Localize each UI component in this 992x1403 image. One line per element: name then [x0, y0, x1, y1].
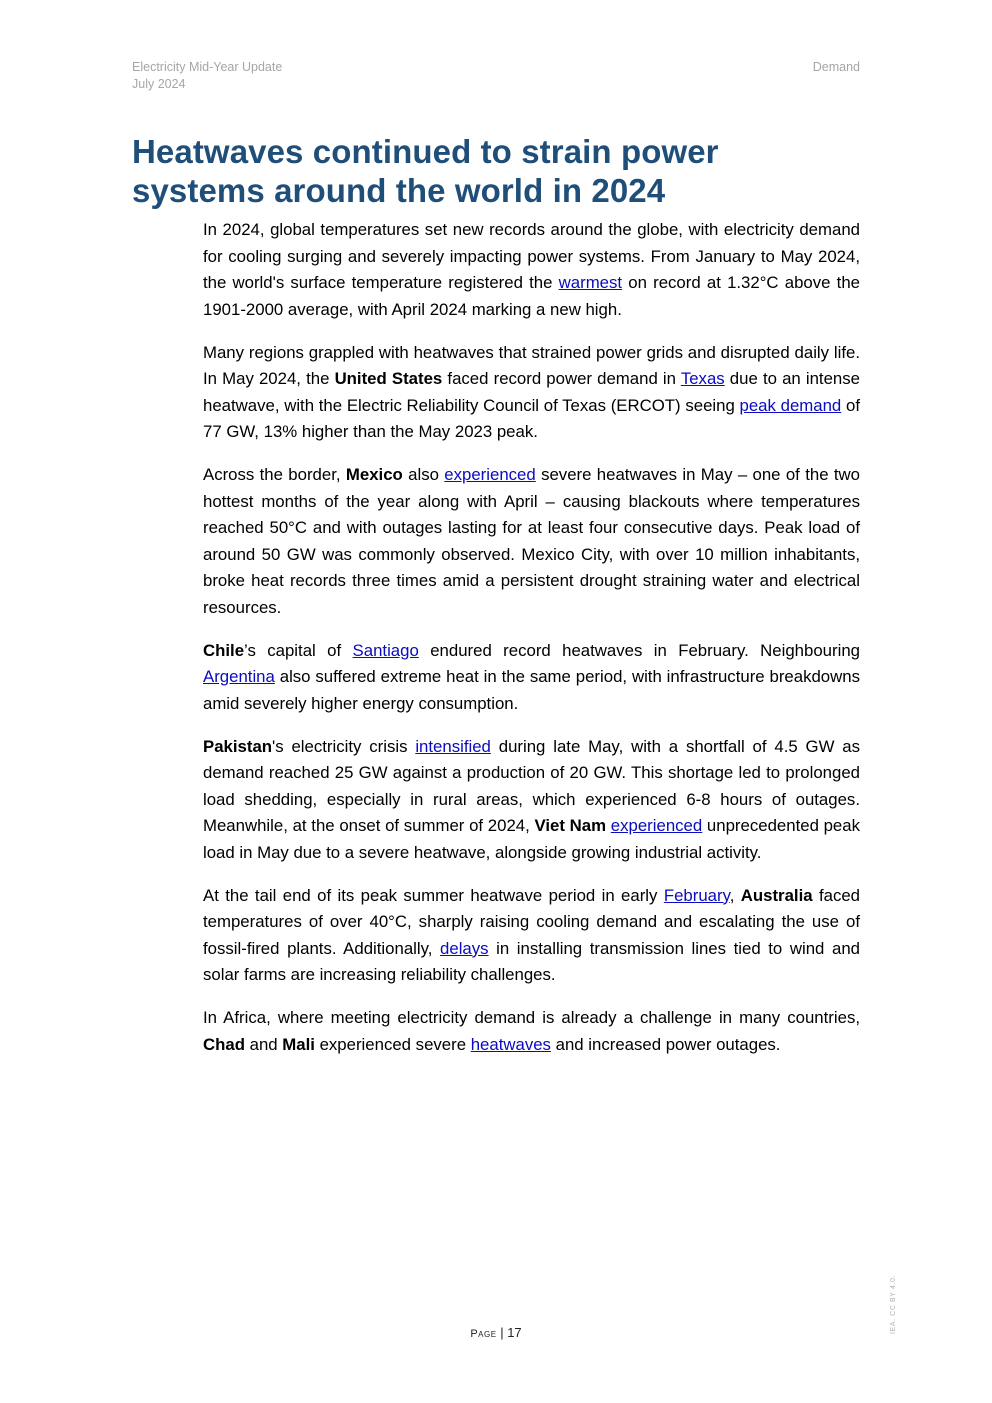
page-separator: | [500, 1325, 504, 1340]
hyperlink[interactable]: warmest [558, 273, 623, 292]
text-run: and increased power outages. [550, 1034, 781, 1054]
copyright-text: IEA. CC BY 4.0. [890, 1274, 897, 1334]
hyperlink[interactable]: Argentina [203, 667, 275, 686]
bold-text: Mali [282, 1034, 315, 1054]
paragraph [203, 340, 860, 446]
text-run: ’s capital of [244, 640, 353, 660]
paragraph [203, 734, 860, 867]
hyperlink[interactable]: experienced [444, 465, 536, 484]
page-number: 17 [507, 1325, 522, 1340]
hyperlink[interactable]: Texas [680, 369, 725, 388]
page-title: Heatwaves continued to strain power systems around the world in 2024 [132, 133, 719, 209]
document-date: July 2024 [132, 77, 186, 91]
text-run: in installing transmission lines tied to wind and solar farms are increasing reliability challenges. [203, 938, 860, 984]
text-run: endured record heatwaves in February. Neighbouring [418, 640, 861, 660]
text-run: faced temperatures of over 40°C, sharply raising cooling demand and escalating the use of fossil-fired plants. Additionally, [203, 885, 861, 958]
text-run: faced record power demand in [442, 369, 681, 388]
body-text [203, 217, 860, 1075]
bold-text: Mexico [345, 465, 403, 484]
hyperlink[interactable]: heatwaves [470, 1034, 551, 1054]
document-title: Electricity Mid-Year Update [132, 60, 283, 74]
hyperlink[interactable]: Santiago [352, 640, 419, 660]
bold-text: United States [334, 369, 443, 388]
text-run: on record at 1.32°C above the 1901-2000 average, with April 2024 marking a new high. [203, 273, 860, 319]
page-label: Page [470, 1328, 497, 1340]
text-run: due to an intense heatwave, with the Electric Reliability Council of Texas (ERCOT) seeing [203, 369, 860, 415]
text-run: severe heatwaves in May – one of the two hottest months of the year along with April – causing blackouts where temperatures reached 50°C and with outages lasting for at least four consecutive days. Peak load of around 50 GW was commonly observed. Mexico City, with over 10 million inhabitants, broke heat records three times amid a persistent drought straining water and electrical resources. [203, 465, 860, 617]
bold-text: Australia [740, 885, 813, 905]
text-run: At the tail end of its peak summer heatwave period in early [203, 885, 664, 905]
bold-text: Chad [203, 1034, 245, 1054]
hyperlink[interactable]: delays [440, 938, 489, 958]
text-run: during late May, with a shortfall of 4.5 GW as demand reached 25 GW against a production of 20 GW. This shortage led to prolonged load shedding, especially in rural areas, which experienced 6-8 hours of outages. Meanwhile, at the onset of summer of 2024, [203, 736, 861, 835]
text-run: 's electricity crisis [272, 736, 416, 756]
running-header-left [132, 59, 282, 93]
bold-text: Chile [203, 640, 245, 660]
text-run: Across the border, [203, 465, 346, 484]
page-footer [0, 1325, 992, 1340]
text-run: of 77 GW, 13% higher than the May 2023 peak. [203, 395, 860, 441]
hyperlink[interactable]: peak demand [739, 395, 842, 415]
bold-text: Pakistan [203, 736, 273, 756]
hyperlink[interactable]: experienced [610, 816, 703, 835]
copyright-notice [880, 1272, 897, 1334]
paragraph [203, 217, 860, 323]
hyperlink[interactable]: February [663, 885, 730, 905]
text-run: also suffered extreme heat in the same period, with infrastructure breakdowns amid severely higher energy consumption. [203, 667, 860, 713]
text-run: experienced severe [314, 1034, 471, 1054]
text-run: Many regions grappled with heatwaves that strained power grids and disrupted daily life. In May 2024, the [203, 342, 860, 388]
paragraph [203, 1005, 860, 1058]
text-run: , [729, 885, 741, 905]
paragraph [203, 883, 860, 989]
text-run: In Africa, where meeting electricity demand is already a challenge in many countries, [203, 1008, 860, 1027]
text-run: also [402, 465, 445, 484]
paragraph [203, 638, 860, 718]
hyperlink[interactable]: intensified [415, 736, 491, 756]
text-run: In 2024, global temperatures set new records around the globe, with electricity demand for cooling surging and severely impacting power systems. From January to May 2024, the world's surface temperature registered the [203, 220, 860, 292]
bold-text: Viet Nam [534, 816, 607, 835]
section-name: Demand [812, 60, 860, 74]
paragraph [203, 462, 860, 621]
text-run: and [244, 1034, 283, 1054]
running-header-right [813, 59, 860, 76]
text-run: unprecedented peak load in May due to a severe heatwave, alongside growing industrial activity. [203, 816, 860, 862]
